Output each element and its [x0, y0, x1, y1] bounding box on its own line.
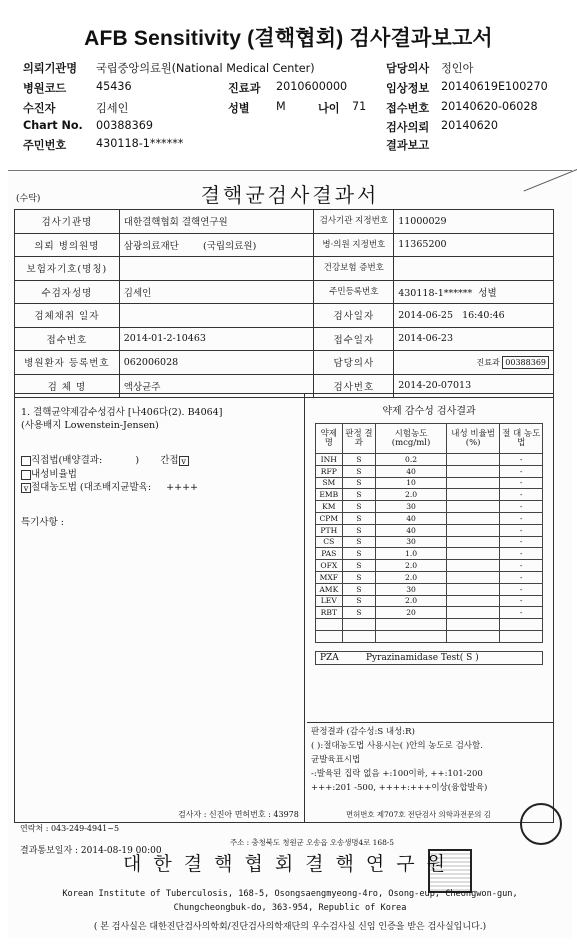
- scanned-report: [8, 170, 572, 938]
- cell-label: 검 체 명: [15, 374, 120, 398]
- drug-cell: [446, 571, 500, 583]
- sex-label: 성별: [228, 102, 250, 115]
- option-direct-label: 직접법(배양결과: ) 간접: [31, 455, 179, 466]
- cell-label: 보험자기호(명칭): [15, 257, 120, 281]
- drug-cell: [446, 630, 500, 642]
- id-number: 430118-1******: [398, 287, 473, 299]
- drug-row: [316, 560, 543, 572]
- resident-value: 430118-1******: [96, 137, 184, 150]
- table-row: [15, 280, 554, 304]
- drug-cell: [446, 501, 500, 513]
- table-row: [15, 210, 554, 234]
- table-row: [15, 304, 554, 328]
- drug-header-row: [316, 424, 543, 454]
- drug-cell: S: [342, 595, 376, 607]
- drug-cell: CPM: [316, 512, 343, 524]
- pza-row: [315, 651, 543, 665]
- drug-cell: 1.0: [376, 548, 447, 560]
- drug-cell: -: [500, 548, 543, 560]
- drug-cell: [376, 630, 447, 642]
- drug-row: [316, 477, 543, 489]
- pza-value: Pyrazinamidase Test( S ): [366, 652, 479, 663]
- pza-label: PZA: [320, 652, 339, 663]
- doctor-value: 정인아: [441, 62, 474, 75]
- clinical-value: 20140619E100270: [441, 80, 548, 93]
- results-area: [14, 393, 554, 823]
- judge-line: -:발육된 집락 없음 +:100이하, ++:101-200: [311, 769, 483, 779]
- cell-label: 검체채취 일자: [15, 304, 120, 328]
- table-row: [15, 351, 554, 375]
- table-row: [15, 233, 554, 257]
- drug-cell: S: [342, 571, 376, 583]
- drug-row: [316, 465, 543, 477]
- drug-cell: [446, 595, 500, 607]
- drug-cell: S: [342, 536, 376, 548]
- drug-row: [316, 571, 543, 583]
- drug-cell: -: [500, 583, 543, 595]
- cell-label: 검사번호: [314, 374, 394, 398]
- drug-cell: 2.0: [376, 595, 447, 607]
- checkbox-icon: v: [21, 483, 31, 493]
- drug-cell: [446, 619, 500, 631]
- drug-header-cell: 절 대 농도법: [500, 424, 543, 454]
- drug-cell: -: [500, 595, 543, 607]
- drug-cell: PAS: [316, 548, 343, 560]
- cell-value: 11365200: [394, 233, 554, 257]
- sex-label: 성별: [478, 287, 497, 299]
- drug-cell: -: [500, 477, 543, 489]
- option-absolute: [21, 479, 198, 493]
- drug-cell: -: [500, 536, 543, 548]
- drug-cell: 30: [376, 583, 447, 595]
- sex-value: M: [276, 100, 286, 113]
- option-absolute-label: 절대농도법 (대조배지균발육: ++++: [31, 482, 198, 493]
- patient-label: 수진자: [23, 102, 56, 115]
- test-name: 1. 결핵균약제감수성검사 [나406다(2). B4064]: [21, 407, 223, 418]
- drug-row: [316, 501, 543, 513]
- test-date: 2014-06-25: [398, 309, 453, 321]
- drug-row: [316, 583, 543, 595]
- sensitivity-title: 약제 감수성 검사결과: [382, 406, 476, 417]
- drug-cell: S: [342, 607, 376, 619]
- cell-value: 2014-06-23: [394, 327, 554, 351]
- hospital-name: 삼광의료재단: [123, 240, 179, 252]
- drug-row: [316, 454, 543, 466]
- address-en-2: Chungcheongbuk-do, 363-954, Republic of Korea: [173, 903, 407, 913]
- cell-label: 검사일자: [314, 304, 394, 328]
- drug-row-empty: [316, 630, 543, 642]
- drug-table: [315, 423, 543, 643]
- drug-row-empty: [316, 619, 543, 631]
- address-kr: 주소 : 충청북도 청원군 오송읍 오송생명4로 168-5: [230, 838, 394, 847]
- cell-value: [119, 257, 314, 281]
- hospital-code-value: 45436: [96, 80, 132, 93]
- institute-seal-icon: [520, 803, 562, 845]
- cell-value: [394, 280, 554, 304]
- cell-value: 2014-01-2-10463: [119, 327, 314, 351]
- drug-cell: S: [342, 512, 376, 524]
- drug-cell: 40: [376, 524, 447, 536]
- drug-cell: S: [342, 583, 376, 595]
- org-name: 대한결핵협회결핵연구원: [123, 853, 457, 875]
- drug-cell: [446, 489, 500, 501]
- drug-cell: S: [342, 524, 376, 536]
- drug-cell: 20: [376, 607, 447, 619]
- option-ratio-label: 내성비율법: [31, 469, 77, 480]
- judge-line: 균발육표시법: [311, 755, 361, 765]
- age-label: 나이: [318, 102, 340, 115]
- drug-cell: [500, 619, 543, 631]
- drug-cell: [446, 454, 500, 466]
- drug-cell: [316, 630, 343, 642]
- checkbox-icon: [21, 456, 31, 466]
- drug-row: [316, 536, 543, 548]
- table-row: [15, 327, 554, 351]
- drug-cell: SM: [316, 477, 343, 489]
- dept-label: 진료과: [228, 82, 261, 95]
- drug-cell: 30: [376, 501, 447, 513]
- drug-cell: [316, 619, 343, 631]
- judge-line: ( ):절대농도법 사용시는( )안의 농도로 검사함.: [311, 741, 483, 751]
- drug-cell: [446, 583, 500, 595]
- drug-cell: RBT: [316, 607, 343, 619]
- drug-cell: KM: [316, 501, 343, 513]
- test-time: 16:40:46: [462, 309, 505, 321]
- drug-cell: [342, 630, 376, 642]
- license: 면허번호 제707호 전단검사 의학과전문의 김: [346, 810, 491, 819]
- drug-header-cell: 시험농도 (mcg/ml): [376, 424, 447, 454]
- cell-label: 병·의원 지정번호: [314, 233, 394, 257]
- cell-value: [394, 304, 554, 328]
- contact: 연락처 : 043-249-4941~5: [20, 824, 120, 833]
- drug-cell: 2.0: [376, 571, 447, 583]
- drug-row: [316, 512, 543, 524]
- test-info-pane: [15, 394, 305, 822]
- drug-row: [316, 607, 543, 619]
- cell-label: 담당의사: [314, 351, 394, 375]
- drug-cell: -: [500, 524, 543, 536]
- drug-cell: OFX: [316, 560, 343, 572]
- scan-title: 결핵균검사결과서: [200, 183, 380, 207]
- cell-label: 수검자성명: [15, 280, 120, 304]
- cell-label: 검사기관명: [15, 210, 120, 234]
- drug-cell: -: [500, 489, 543, 501]
- drug-cell: EMB: [316, 489, 343, 501]
- drug-cell: [446, 477, 500, 489]
- cell-label: 의뢰 병의원명: [15, 233, 120, 257]
- certification-note: ( 본 검사실은 대한진단검사의학회/진단검사의학재단의 우수검사실 신임 인증을 받은 검사실입니다.): [93, 922, 487, 932]
- patient-value: 김세인: [96, 102, 129, 115]
- drug-row: [316, 595, 543, 607]
- drug-cell: LEV: [316, 595, 343, 607]
- clinical-label: 임상정보: [386, 82, 430, 95]
- drug-cell: -: [500, 571, 543, 583]
- test-method: (사용배지 Lowenstein-Jensen): [21, 420, 159, 431]
- drug-header-cell: 약제명: [316, 424, 343, 454]
- drug-cell: -: [500, 465, 543, 477]
- drug-cell: [446, 536, 500, 548]
- report-date: 결과통보일자 : 2014-08-19 00:00: [20, 846, 162, 856]
- cell-value: 김세인: [119, 280, 314, 304]
- info-table: [14, 209, 554, 398]
- cell-label: 접수번호: [15, 327, 120, 351]
- checkbox-icon: [21, 470, 31, 480]
- resident-label: 주민번호: [23, 139, 67, 152]
- cell-value: 062006028: [119, 351, 314, 375]
- drug-cell: -: [500, 512, 543, 524]
- drug-cell: [342, 619, 376, 631]
- cell-value: [394, 257, 554, 281]
- drug-row: [316, 489, 543, 501]
- drug-cell: CS: [316, 536, 343, 548]
- cell-label: 주민등록번호: [314, 280, 394, 304]
- cell-label: 접수일자: [314, 327, 394, 351]
- judge-line: +++:201 -500, ++++:+++이상(융합발육): [311, 783, 488, 793]
- age-value: 71: [352, 100, 367, 113]
- examiner: 검사자 : 신진아 면허번호 : 43978: [178, 810, 299, 819]
- dept-value: 00388369: [502, 356, 549, 369]
- drug-cell: -: [500, 560, 543, 572]
- drug-cell: 30: [376, 536, 447, 548]
- drug-cell: S: [342, 465, 376, 477]
- drug-cell: [376, 619, 447, 631]
- table-row: [15, 257, 554, 281]
- drug-cell: S: [342, 489, 376, 501]
- option-ratio: [21, 466, 77, 480]
- cell-value: 11000029: [394, 210, 554, 234]
- dept-value: 2010600000: [276, 80, 348, 93]
- referral-value: 국립중앙의료원(National Medical Center): [96, 62, 315, 75]
- consignment-tag: (수탁): [16, 194, 41, 204]
- drug-cell: 2.0: [376, 560, 447, 572]
- doctor-label: 담당의사: [386, 62, 430, 75]
- drug-cell: MXF: [316, 571, 343, 583]
- drug-cell: PTH: [316, 524, 343, 536]
- referral-label: 의뢰기관명: [23, 62, 78, 75]
- report-title: AFB Sensitivity (결핵협회) 검사결과보고서: [84, 27, 493, 50]
- cell-value: [119, 233, 314, 257]
- request-label: 검사의뢰: [386, 121, 430, 134]
- drug-cell: S: [342, 477, 376, 489]
- receipt-label: 접수번호: [386, 102, 430, 115]
- judge-line: 판정결과 (감수성:S 내성:R): [311, 727, 415, 737]
- drug-cell: 0.2: [376, 454, 447, 466]
- drug-cell: S: [342, 548, 376, 560]
- chart-label: Chart No.: [23, 119, 83, 132]
- cell-value: 액상균주: [119, 374, 314, 398]
- drug-cell: RFP: [316, 465, 343, 477]
- drug-cell: [446, 560, 500, 572]
- request-value: 20140620: [441, 119, 498, 132]
- drug-cell: [446, 512, 500, 524]
- sensitivity-panel: [315, 402, 543, 665]
- address-en-1: Korean Institute of Tuberculosis, 168-5, Osongsaengmyeong-4ro, Osong-eup, Cheongwon-gun,: [62, 889, 518, 899]
- checkbox-icon: v: [179, 456, 189, 466]
- drug-header-cell: 내성 비율범(%): [446, 424, 500, 454]
- drug-cell: 40: [376, 465, 447, 477]
- hospital-code-label: 병원코드: [23, 82, 67, 95]
- drug-cell: S: [342, 501, 376, 513]
- cell-value: [394, 351, 554, 375]
- drug-cell: [446, 607, 500, 619]
- drug-cell: 2.0: [376, 489, 447, 501]
- drug-cell: 10: [376, 477, 447, 489]
- drug-cell: -: [500, 607, 543, 619]
- drug-cell: [446, 465, 500, 477]
- cell-label: 건강보험 증번호: [314, 257, 394, 281]
- drug-row: [316, 548, 543, 560]
- cell-label: 검사기관 지정번호: [314, 210, 394, 234]
- result-label: 결과보고: [386, 139, 430, 152]
- chart-value: 00388369: [96, 119, 153, 132]
- drug-row: [316, 524, 543, 536]
- remark-label: 특기사항 :: [21, 517, 64, 528]
- cell-label: 병원환자 등록번호: [15, 351, 120, 375]
- drug-cell: [446, 524, 500, 536]
- drug-rows: [316, 454, 543, 643]
- option-direct: [21, 452, 189, 466]
- dept-label: 진료과: [476, 357, 500, 367]
- drug-cell: [500, 630, 543, 642]
- drug-cell: -: [500, 501, 543, 513]
- drug-cell: -: [500, 454, 543, 466]
- receipt-value: 20140620-06028: [441, 100, 538, 113]
- drug-cell: AMK: [316, 583, 343, 595]
- cell-value: 대한결핵협회 결핵연구원: [119, 210, 314, 234]
- drug-cell: 40: [376, 512, 447, 524]
- hospital-note: (국립의료원): [203, 240, 257, 252]
- drug-cell: S: [342, 454, 376, 466]
- drug-cell: S: [342, 560, 376, 572]
- judgement-legend: [307, 722, 553, 797]
- cell-value: [119, 304, 314, 328]
- cell-value: 2014-20-07013: [394, 374, 554, 398]
- drug-header-cell: 판정 결과: [342, 424, 376, 454]
- drug-cell: INH: [316, 454, 343, 466]
- drug-cell: [446, 548, 500, 560]
